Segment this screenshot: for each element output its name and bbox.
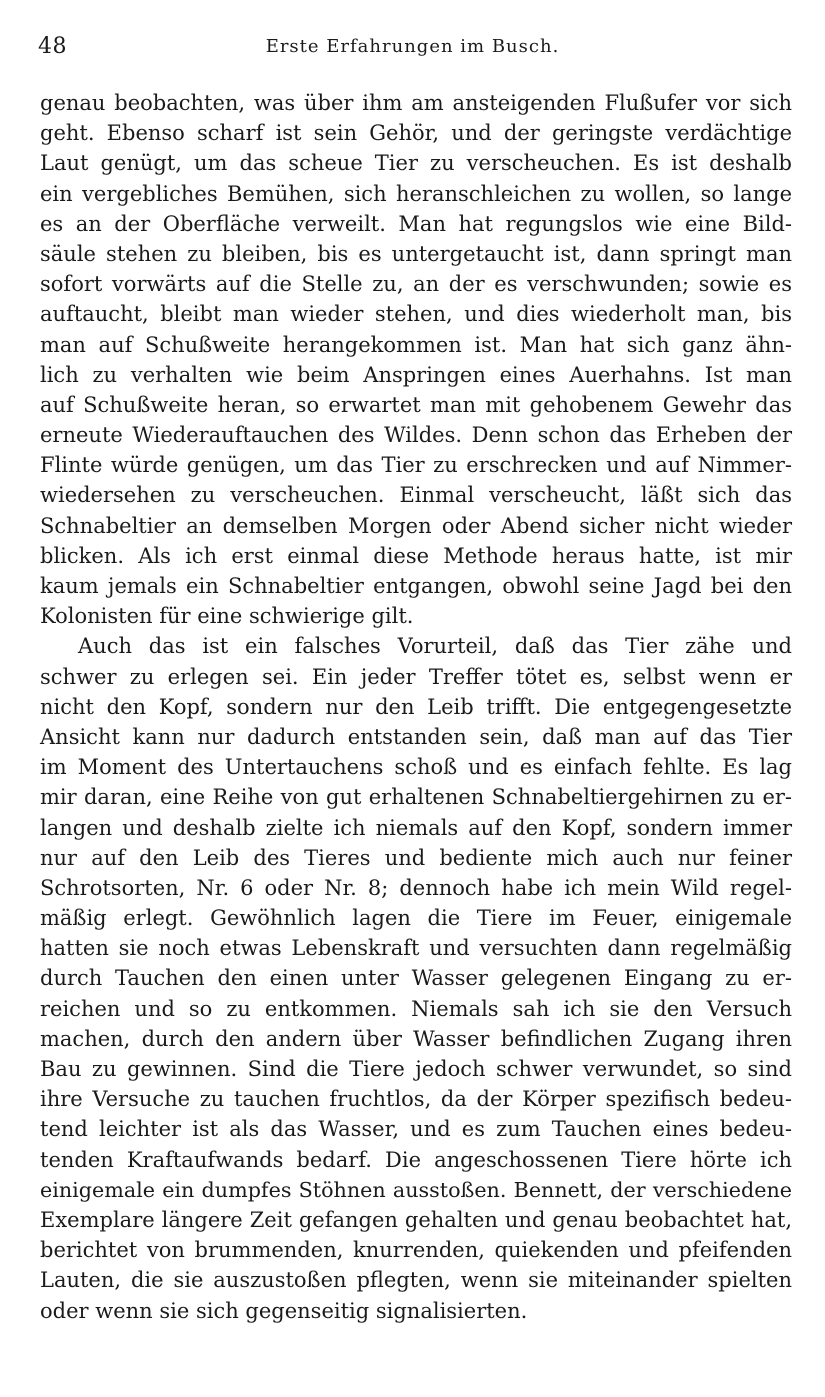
text-line: lich zu verhalten wie beim Anspringen eines Auerhahns. Ist man [40, 362, 792, 387]
text-line: Exemplare längere Zeit gefangen gehalten und genau beobachtet hat, [40, 1207, 792, 1232]
text-line: blicken. Als ich erst einmal diese Methode heraus hatte, ist mir [40, 543, 792, 568]
text-line: genau beobachten, was über ihm am ansteigenden Flußufer vor sich [40, 91, 792, 115]
text-line: machen, durch den andern über Wasser befindlichen Zugang ihren [40, 1026, 792, 1051]
text-line: einigemale ein dumpfes Stöhnen ausstoßen. Bennett, der verschiedene [40, 1177, 792, 1202]
text-line: wiedersehen zu verscheuchen. Einmal verscheucht, läßt sich das [40, 483, 792, 508]
text-line: schwer zu erlegen sei. Ein jeder Treffer tötet es, selbst wenn er [40, 664, 792, 689]
text-line: Lauten, die sie auszustoßen pflegten, wenn sie miteinander spielten [40, 1268, 792, 1293]
text-line: Schrotsorten, Nr. 6 oder Nr. 8; dennoch habe ich mein Wild regel- [40, 875, 792, 900]
text-line: durch Tauchen den einen unter Wasser gelegenen Eingang zu er- [40, 966, 792, 991]
text-line: man auf Schußweite herangekommen ist. Man hat sich ganz ähn- [40, 332, 792, 357]
text-line: auf Schußweite heran, so erwartet man mit gehobenem Gewehr das [40, 392, 792, 417]
text-line: nicht den Kopf, sondern nur den Leib trifft. Die entgegengesetzte [40, 694, 792, 719]
text-line: langen und deshalb zielte ich niemals auf den Kopf, sondern immer [40, 815, 792, 840]
text-line: Ansicht kann nur dadurch entstanden sein, daß man auf das Tier [40, 724, 792, 749]
page-number: 48 [38, 34, 67, 59]
text-line: ihre Versuche zu tauchen fruchtlos, da der Körper spezifisch bedeu- [40, 1087, 792, 1112]
page-header [38, 32, 787, 62]
text-line: reichen und so zu entkommen. Niemals sah ich sie den Versuch [40, 996, 792, 1021]
text-line: sofort vorwärts auf die Stelle zu, an der es verschwunden; sowie es [40, 272, 792, 297]
text-line: mir daran, eine Reihe von gut erhaltenen Schnabeltiergehirnen zu er- [40, 785, 792, 810]
text-line: nur auf den Leib des Tieres und bediente mich auch nur feiner [40, 845, 792, 870]
text-line: tenden Kraftaufwands bedarf. Die angeschossenen Tiere hörte ich [40, 1147, 792, 1172]
text-line: im Moment des Untertauchens schoß und es einfach fehlte. Es lag [40, 755, 792, 780]
text-line: kaum jemals ein Schnabeltier entgangen, obwohl seine Jagd bei den [40, 574, 792, 598]
body-text [40, 88, 792, 1326]
text-line: es an der Oberfläche verweilt. Man hat regungslos wie eine Bild- [40, 211, 792, 236]
paragraph-2 [40, 631, 792, 1325]
text-line: geht. Ebenso scharf ist sein Gehör, und der geringste verdächtige [40, 121, 792, 146]
text-line: oder wenn sie sich gegenseitig signalisierten. [40, 1298, 528, 1323]
text-line: Schnabeltier an demselben Morgen oder Abend sicher nicht wieder [40, 513, 792, 538]
paragraph-1 [40, 88, 792, 631]
text-line: Laut genügt, um das scheue Tier zu verscheuchen. Es ist deshalb [40, 151, 792, 176]
text-line: Kolonisten für eine schwierige gilt. [40, 604, 414, 629]
running-head: Erste Erfahrungen im Busch. [265, 36, 560, 57]
text-line: Auch das ist ein falsches Vorurteil, daß das Tier zähe und [78, 634, 792, 659]
text-line: Flinte würde genügen, um das Tier zu erschrecken und auf Nimmer- [40, 453, 792, 478]
text-line: ein vergebliches Bemühen, sich heranschleichen zu wollen, so lange [40, 181, 792, 206]
text-line: berichtet von brummenden, knurrenden, quiekenden und pfeifenden [40, 1238, 792, 1263]
text-line: hatten sie noch etwas Lebenskraft und versuchten dann regelmäßig [40, 936, 792, 961]
text-line: erneute Wiederauftauchen des Wildes. Denn schon das Erheben der [40, 423, 792, 448]
text-line: auftaucht, bleibt man wieder stehen, und dies wiederholt man, bis [40, 302, 792, 327]
text-line: Bau zu gewinnen. Sind die Tiere jedoch schwer verwundet, so sind [40, 1057, 792, 1081]
text-line: säule stehen zu bleiben, bis es untergetaucht ist, dann springt man [40, 241, 792, 266]
text-line: tend leichter ist als das Wasser, und es zum Tauchen eines bedeu- [40, 1117, 792, 1142]
text-line: mäßig erlegt. Gewöhnlich lagen die Tiere im Feuer, einigemale [40, 906, 792, 931]
